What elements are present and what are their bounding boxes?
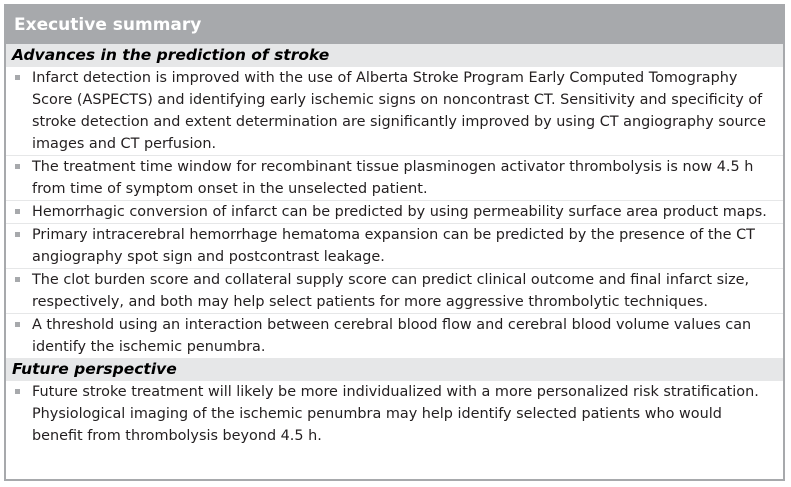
list-item	[6, 314, 783, 358]
section-title: Future perspective	[6, 358, 783, 381]
list-item	[6, 269, 783, 314]
list-item-text: The clot burden score and collateral supply score can predict clinical outcome and final infarct size, respectively, and both may help select patients for more aggressive thrombolytic techniques.	[32, 272, 750, 310]
square-bullet-icon	[15, 232, 20, 237]
square-bullet-icon	[15, 75, 20, 80]
bullet-list	[6, 381, 783, 447]
list-item-text: Future stroke treatment will likely be more individualized with a more personalized risk stratification. Physiological imaging of the ischemic penumbra may help identify selected patients who would benefit from thrombolysis beyond 4.5 h.	[32, 384, 759, 444]
list-item-text: A threshold using an interaction between cerebral blood flow and cerebral blood volume values can identify the ischemic penumbra.	[32, 317, 752, 355]
list-item	[6, 67, 783, 156]
list-item-text: Hemorrhagic conversion of infarct can be predicted by using permeability surface area product maps.	[32, 204, 767, 220]
section-title: Advances in the prediction of stroke	[6, 44, 783, 67]
executive-summary-box	[4, 4, 785, 481]
square-bullet-icon	[15, 277, 20, 282]
square-bullet-icon	[15, 209, 20, 214]
list-item-text: The treatment time window for recombinant tissue plasminogen activator thrombolysis is now 4.5 h from time of symptom onset in the unselected patient.	[32, 159, 754, 197]
section-advances	[6, 44, 783, 358]
list-item	[6, 156, 783, 201]
bullet-list	[6, 67, 783, 358]
list-item-text: Primary intracerebral hemorrhage hematoma expansion can be predicted by the presence of the CT angiography spot sign and postcontrast leakage.	[32, 227, 755, 265]
list-item	[6, 224, 783, 269]
square-bullet-icon	[15, 322, 20, 327]
section-future-perspective	[6, 358, 783, 447]
list-item	[6, 381, 783, 447]
summary-header: Executive summary	[6, 6, 783, 44]
list-item	[6, 201, 783, 224]
square-bullet-icon	[15, 389, 20, 394]
list-item-text: Infarct detection is improved with the use of Alberta Stroke Program Early Computed Tomography Score (ASPECTS) and identifying early ischemic signs on noncontrast CT. Sensitivity and specificity of stroke detection and extent determination are significantly improved by using CT angiography source images and CT perfusion.	[32, 70, 767, 152]
square-bullet-icon	[15, 164, 20, 169]
